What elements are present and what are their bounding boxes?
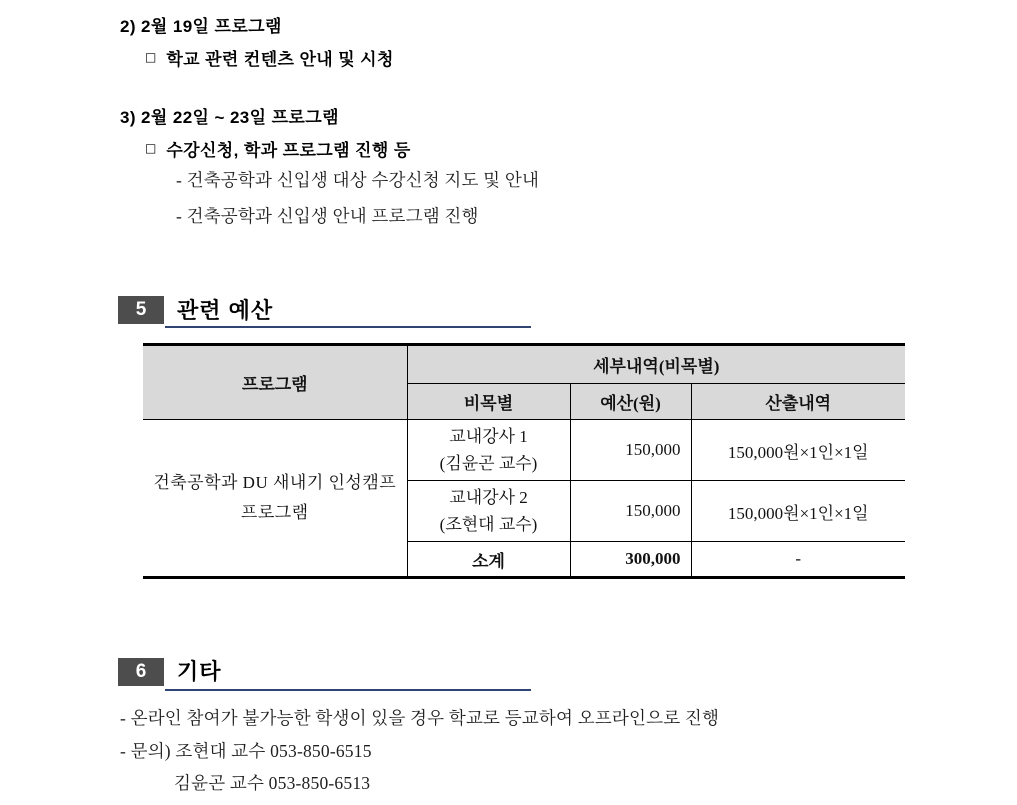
table-header-row-1 — [143, 345, 905, 384]
program-bullet-feb22-23 — [145, 136, 411, 161]
header-budget: 예산(원) — [570, 384, 691, 420]
note-contact-kim: 김윤곤 교수 053-850-6513 — [174, 773, 371, 793]
budget-table — [143, 343, 905, 579]
calc-detail: 150,000원×1인×1일 — [691, 481, 905, 542]
heading-underline — [165, 326, 531, 328]
bullet-text: 학교 관련 컨텐츠 안내 및 시청 — [166, 50, 394, 69]
program-heading-feb19: 2) 2월 19일 프로그램 — [120, 17, 282, 36]
program-name-line2: 프로그램 — [240, 503, 309, 522]
section-number-box-6: 6 — [118, 658, 164, 686]
item-title: 교내강사 1 — [449, 427, 528, 446]
header-program: 프로그램 — [143, 345, 407, 420]
budget-amount: 150,000 — [570, 420, 691, 481]
program-name-line1: 건축공학과 DU 새내기 인성캠프 — [153, 473, 397, 492]
heading-underline — [165, 689, 531, 691]
header-detail-group: 세부내역(비목별) — [407, 345, 905, 384]
header-item: 비목별 — [407, 384, 570, 420]
subitem-course-registration-guide: - 건축공학과 신입생 대상 수강신청 지도 및 안내 — [176, 170, 540, 190]
item-person: (김윤곤 교수) — [439, 454, 538, 473]
etc-section-title: 기타 — [177, 659, 222, 684]
item-cell — [407, 420, 570, 481]
item-title: 교내강사 2 — [449, 488, 528, 507]
subtotal-calc: - — [691, 542, 905, 578]
square-bullet-icon: □ — [145, 49, 157, 64]
note-contact-cho: - 문의) 조현대 교수 053-850-6515 — [120, 741, 372, 761]
header-calc: 산출내역 — [691, 384, 905, 420]
table-row — [143, 420, 905, 481]
budget-section-title: 관련 예산 — [177, 298, 274, 323]
section-number-box-5: 5 — [118, 296, 164, 324]
budget-amount: 150,000 — [570, 481, 691, 542]
subitem-freshman-program: - 건축공학과 신입생 안내 프로그램 진행 — [176, 206, 479, 226]
square-bullet-icon: □ — [145, 140, 157, 155]
bullet-text: 수강신청, 학과 프로그램 진행 등 — [166, 141, 411, 160]
calc-detail: 150,000원×1인×1일 — [691, 420, 905, 481]
item-person: (조현대 교수) — [439, 515, 538, 534]
program-heading-feb22-23: 3) 2월 22일 ~ 23일 프로그램 — [120, 108, 339, 127]
program-bullet-feb19 — [145, 45, 394, 70]
program-name-cell — [143, 420, 407, 578]
item-cell — [407, 481, 570, 542]
subtotal-label: 소계 — [407, 542, 570, 578]
subtotal-amount: 300,000 — [570, 542, 691, 578]
note-offline-attendance: - 온라인 참여가 불가능한 학생이 있을 경우 학교로 등교하여 오프라인으로 진행 — [120, 708, 720, 728]
